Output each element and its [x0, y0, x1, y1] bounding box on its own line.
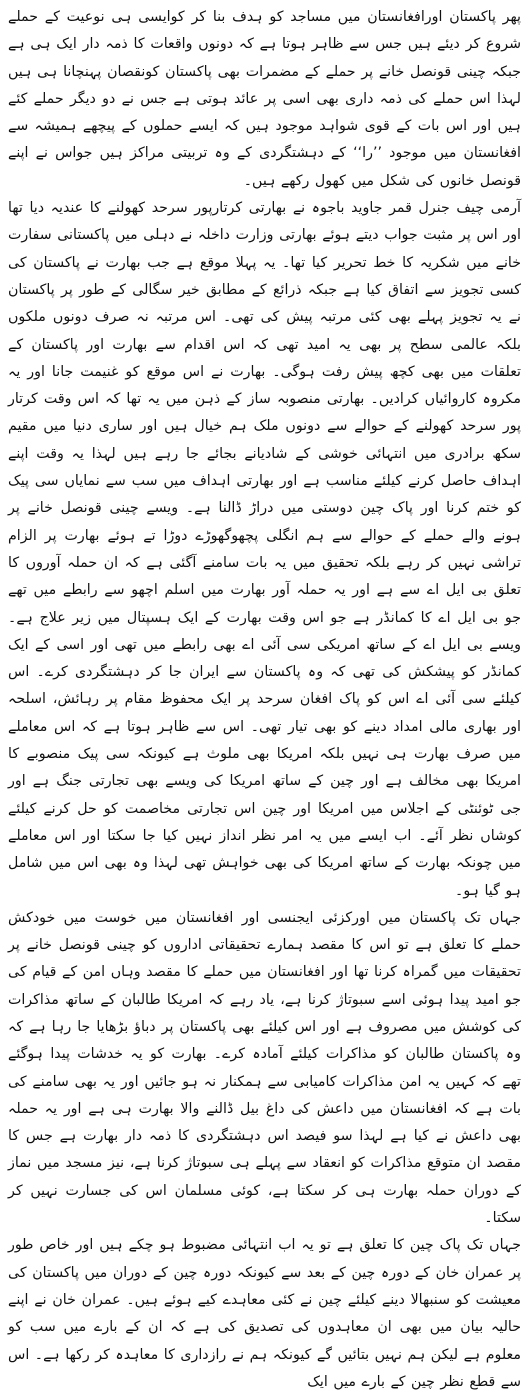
article-paragraph-3: جہاں تک پاکستان میں اورکزئی ایجنسی اور افغانستان میں خوست میں خودکش حملے کا تعلق ہے تو اس کا مقصد ہمارے تحقیقاتی اداروں کو چینی قونصل خانے پر تحقیقات میں گمراہ کرنا تھا اور افغانستان میں حملے کا مقصد وہاں امن کے قیام کی جو امید پیدا ہوئی اسے سبوتاژ کرنا ہے، یاد رہے کہ امریکا طالبان کے ساتھ مذاکرات کی کوشش میں مصروف ہے اور اس کیلئے بھی پاکستان پر دباؤ بڑھایا جا رہا ہے کہ وہ پاکستان طالبان کو مذاکرات کیلئے آمادہ کرے۔ بھارت کو یہ خدشات پیدا ہوگئے تھے کہ کہیں یہ امن مذاکرات کامیابی سے ہمکنار نہ ہو جائیں اور یہ بھی سامنے کی بات ہے کہ افغانستان میں داعش کی داغ بیل ڈالنے والا بھارت ہی ہے اور یہ حملہ بھی داعش نے کیا ہے لہذا سو فیصد اس دہشتگردی کا ذمہ دار بھارت ہے جس کا مقصد ان متوقع مذاکرات کو انعقاد سے پہلے ہی سبوتاژ کرنا ہے، نیز مسجد میں نماز کے دوران حملہ بھارت ہی کر سکتا ہے، کوئی مسلمان اس کی جسارت نہیں کر سکتا۔	[8, 909, 521, 1227]
article-paragraph-1: پھر پاکستان اورافغانستان میں مساجد کو ہدف بنا کر کوایسی ہی نوعیت کے حملے شروع کر دیئے ہیں جس سے ظاہر ہوتا ہے کہ دونوں واقعات کا ذمہ دار ایک ہی ہے جبکہ چینی قونصل خانے پر حملے کے مضمرات بھی پاکستان کونقصان پہنچانا ہی ہیں لہذا اس حملے کی ذمہ داری بھی اسی پر عائد ہوتی ہے جس نے دو دیگر حملے کئے ہیں اور اس بات کے قوی شواہد موجود ہیں کہ ایسے حملوں کے پیچھے ہمیشہ سے افغانستان میں موجود ’’را‘‘ کے دہشتگردی کے وہ تربیتی مراکز ہیں جواس نے اپنے قونصل خانوں کی شکل میں کھول رکھے ہیں۔	[8, 9, 521, 189]
article-paragraph-4: جہاں تک پاک چین کا تعلق ہے تو یہ اب انتہائی مضبوط ہو چکے ہیں اور خاص طور پر عمران خان کے دورہ چین کے بعد سے کیونکہ دورہ چین کے دوران میں پاکستان کی معیشت کو سنبھالا دینے کیلئے چین نے کئی معاہدے کیے ہوئے ہیں۔ عمران خان نے اپنے حالیہ بیان میں بھی ان معاہدوں کی تصدیق کی ہے کہ ان کے بارے میں سب کو معلوم ہے لیکن ہم نہیں بتائیں گے کیونکہ ہم نے رازداری کا معاہدہ کر رکھا ہے۔ اس سے قطع نظر چین کے بارے میں ایک	[8, 1237, 521, 1390]
article-paragraph-2: آرمی چیف جنرل قمر جاوید باجوہ نے بھارتی کرتارپور سرحد کھولنے کا عندیہ دیا تھا اور اس پر مثبت جواب دیتے ہوئے بھارتی وزارت داخلہ نے دہلی میں پاکستانی سفارت خانے میں شکریہ کا خط تحریر کیا تھا۔ یہ پہلا موقع ہے جب بھارت نے پاکستان کی کسی تجویز سے اتفاق کیا ہے جبکہ ذرائع کے مطابق خیر سگالی کے طور پر پاکستان نے یہ تجویز پہلے بھی کئی مرتبہ پیش کی تھی۔ اس مرتبہ نہ صرف دونوں ملکوں بلکہ عالمی سطح پر بھی یہ امید تھی کہ اس اقدام سے بھارت اور پاکستان کے تعلقات میں بھی کچھ پیش رفت ہوگی۔ بھارت نے اس موقع کو غنیمت جانا اور یہ مکروہ کاروائیاں کرادیں۔ بھارتی منصوبہ ساز کے ذہن میں یہ تھا کہ اس وقت کرتار پور سرحد کھولنے کے حوالے سے دونوں ملک ہم خیال ہیں اور ساری دنیا میں مقیم سکھ برادری میں انتہائی خوشی کے شادیانے بجائے جا رہے ہیں لہذا یہ وقت اپنے اہداف حاصل کرنے کیلئے مناسب ہے اور بھارتی اہداف میں سب سے نمایاں سی پیک کو ختم کرنا اور پاک چین دوستی میں دراڑ ڈالنا ہے۔ ویسے چینی قونصل خانے پر ہونے والے حملے کے حوالے سے ہم انگلی پچھوگھوڑے دوڑا تے ہوئے بھارت پر الزام تراشی نہیں کر رہے بلکہ تحقیق میں یہ بات سامنے آگئی ہے کہ ان حملہ آوروں کا تعلق بی ایل اے سے ہے اور یہ حملہ آور بھارت میں اسلم اچھو سے رابطے میں تھے جو بی ایل اے کا کمانڈر ہے جو اس وقت بھارت کے ایک ہسپتال میں زیر علاج ہے۔ ویسے بی ایل اے کے ساتھ امریکی سی آئی اے بھی رابطے میں تھی اور اسی کے ایک کمانڈر کو پیشکش کی تھی کہ وہ پاکستان سے ایران جا کر دہشتگردی کرے۔ اس کیلئے سی آئی اے اس کو پاک افغان سرحد پر ایک محفوظ مقام پر رہائش، اسلحہ اور بھاری مالی امداد دینے کو بھی تیار تھی۔ اس سے ظاہر ہوتا ہے کہ اس معاملے میں صرف بھارت ہی نہیں بلکہ امریکا بھی ملوث ہے کیونکہ سی پیک منصوبے کا امریکا بھی مخالف ہے اور چین کے ساتھ امریکا کی ویسے بھی تجارتی جنگ ہے اور جی ٹوئنٹی کے اجلاس میں امریکا اور چین اس تجارتی مخاصمت کو حل کرنے کیلئے کوشاں نظر آئے۔ اب ایسے میں یہ امر نظر انداز نہیں کیا جا سکتا اور اس معاملے میں چونکہ بھارت کے ساتھ امریکا کی بھی خواہش تھی لہذا وہ بھی اس میں شامل ہو گیا ہو۔	[8, 200, 521, 899]
